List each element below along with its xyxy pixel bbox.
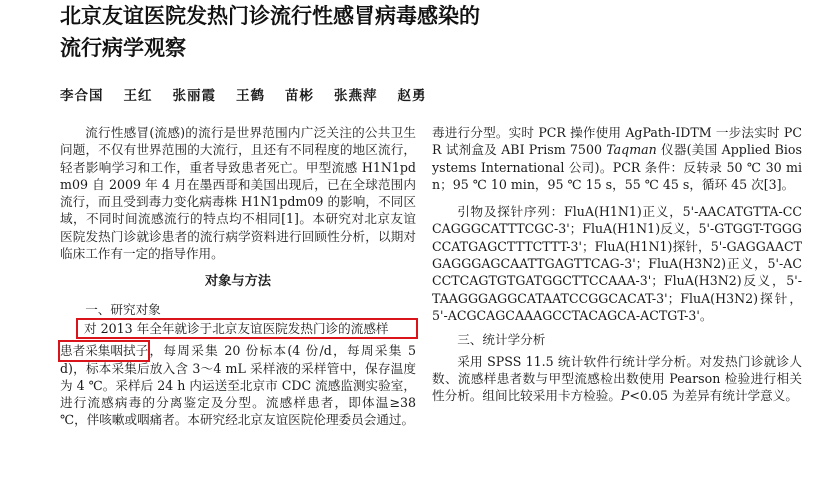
subsection-heading-subjects: 一、研究对象 — [85, 301, 161, 317]
statistics-paragraph — [432, 353, 802, 405]
primer-paragraph: 引物及探针序列：FluA(H1N1)正义，5'-AACATGTTA-CCCAGGGCATTTCGC-3'；FluA(H1N1)反义，5'-GTGGT-TGGGCCATGAGCTTTCTTT-3'；FluA(H1N1)探针，5'-GAGGAACTGAGGGAGCAATTGAGTTCAG-3'；FluA(H3N2)正义，5'-ACCCTCAGTGTGATGGCTTCCAAA-3'；FluA(H3N2)反义，5'-TAAGGGAGGCATAATCCGGCACAT-3'；FluA(H3N2)探针，5'-ACGCAGCAAAGCCTACAGCA-ACTGT-3'。 — [432, 204, 802, 323]
highlighted-phrase-box: 患者采集咽拭子 — [60, 343, 149, 359]
author-list — [60, 84, 780, 104]
pcr-text-a: 毒进行分型。实时 PCR 操作使用 AgPath-IDTM 一步法实时 PCR 试剂盒及 ABI Prism 7500 — [432, 125, 802, 158]
author: 苗彬 — [285, 88, 314, 104]
statistics-text-italic: P — [620, 388, 630, 404]
subsection-heading-statistics: 三、统计学分析 — [457, 332, 546, 348]
statistics-text-a: 采用 SPSS 11.5 统计软件行统计学分析。对发热门诊就诊人数、流感样患者数与甲型流感检出数使用 Pearson 检验进行相关性分析。组间比较采用卡方检验。 — [432, 353, 802, 404]
author: 张丽霞 — [172, 88, 216, 104]
subjects-text: ，每周采集 20 份标本(4 份/d，每周采集 5 d)，标本采集后放入含 3～4 mL 采样液的采样管中，保存温度为 4 ℃。采样后 24 h 内运送至北京市 CDC 流感监测实验室，进行流感病毒的分离鉴定及分型。流感样患者，即体温≥38 ℃，伴咳嗽或咽痛者。本研究经北京友谊医院伦理委员会通过。 — [60, 343, 416, 428]
pcr-text-italic: Taqman — [606, 142, 657, 158]
highlighted-sentence-box: 对 2013 年全年就诊于北京友谊医院发热门诊的流感样 — [78, 320, 416, 337]
title-line-1: 北京友谊医院发热门诊流行性感冒病毒感染的 — [60, 4, 480, 28]
section-heading-methods: 对象与方法 — [205, 274, 271, 290]
author: 王红 — [123, 88, 153, 104]
left-column — [60, 124, 416, 429]
author: 赵勇 — [397, 88, 427, 104]
right-column — [432, 124, 802, 404]
author: 李合国 — [60, 88, 104, 104]
intro-paragraph: 流行性感冒(流感)的流行是世界范围内广泛关注的公共卫生问题，不仅有世界范围的大流行，且还有不同程度的地区流行，轻者影响学习和工作，重者导致患者死亡。甲型流感 H1N1pdm09 自 2009 年 4 月在墨西哥和美国出现后，已在全球范围内流行，而且受到毒力变化病毒株 H1N1pdm09 的影响，不同区域，不同时间流感流行的特点均不相同[1]。本研究对北京友谊医院发热门诊就诊患者的流行病学资料进行回顾性分析，以期对临床工作有一定的指导作用。 — [60, 125, 416, 262]
pcr-text-b: 仪器(美国 Applied Biosystems International 公司)。PCR 条件：反转录 50 ℃ 30 min；95 ℃ 10 min，95 ℃ 15 s，55 ℃ 45 s，循环 45 次[3]。 — [432, 142, 802, 192]
pcr-paragraph — [432, 124, 802, 193]
author: 张燕萍 — [334, 88, 378, 104]
title-line-2: 流行病学观察 — [60, 36, 186, 60]
author: 王鹤 — [236, 88, 265, 104]
article-title — [60, 0, 800, 64]
statistics-text-b: <0.05 为差异有统计学意义。 — [629, 388, 798, 404]
subjects-paragraph — [60, 342, 416, 428]
